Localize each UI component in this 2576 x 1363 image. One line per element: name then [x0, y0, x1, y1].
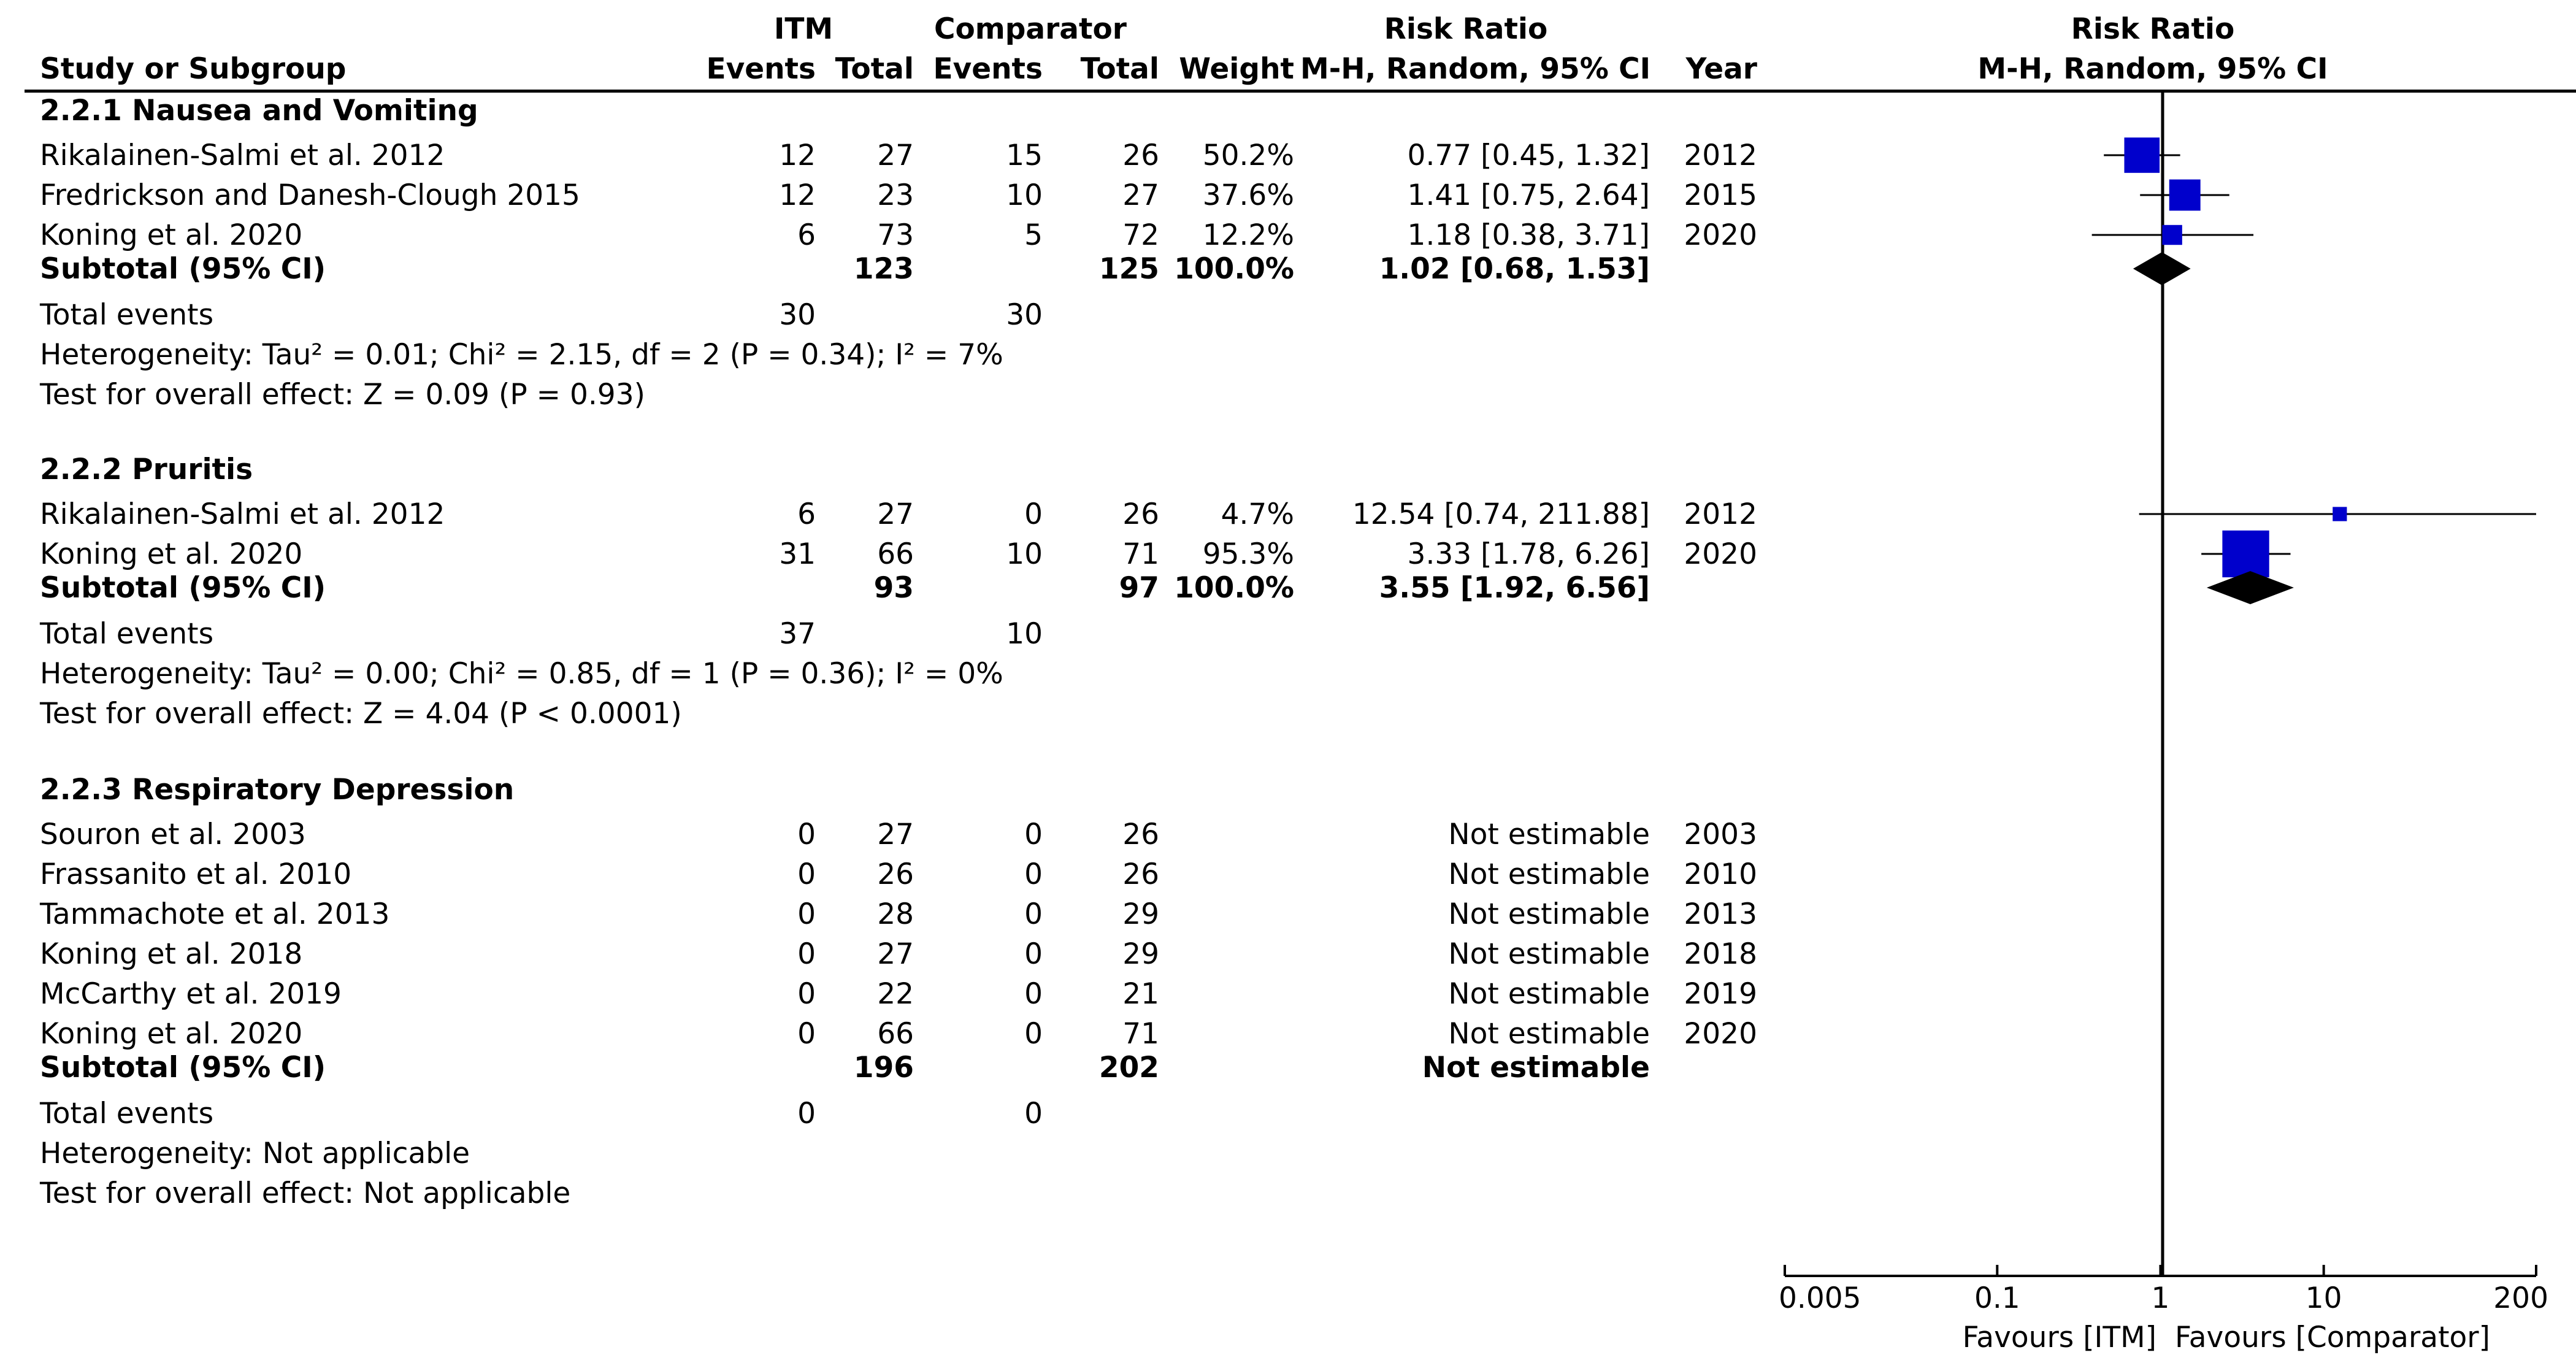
header-comp-total: Total — [1080, 52, 1159, 86]
study-ci: 3.33 [1.78, 6.26] — [1407, 537, 1650, 571]
study-weight: 12.2% — [1202, 218, 1294, 252]
study-name: Rikalainen-Salmi et al. 2012 — [40, 139, 445, 172]
study-weight: 95.3% — [1202, 537, 1294, 571]
header-comp-events: Events — [933, 52, 1043, 86]
study-ci: Not estimable — [1448, 818, 1650, 851]
study-year: 2012 — [1684, 139, 1757, 172]
group-title: 2.2.3 Respiratory Depression — [40, 773, 515, 807]
itm-events: 6 — [797, 497, 816, 531]
total-events-label: Total events — [40, 298, 214, 332]
total-events-comp: 10 — [1006, 617, 1043, 651]
study-ci: Not estimable — [1448, 1017, 1650, 1051]
study-name: Koning et al. 2018 — [40, 937, 303, 971]
header-itm: ITM — [773, 12, 834, 46]
total-events-label: Total events — [40, 1097, 214, 1131]
subtotal-ci: 3.55 [1.92, 6.56] — [1379, 571, 1650, 605]
itm-events: 0 — [797, 937, 816, 971]
subtotal-comp-total: 125 — [1098, 252, 1159, 286]
comp-events: 15 — [1006, 139, 1043, 172]
comp-events: 10 — [1006, 537, 1043, 571]
itm-total: 73 — [877, 218, 914, 252]
itm-total: 27 — [877, 497, 914, 531]
study-ci: Not estimable — [1448, 897, 1650, 931]
comp-total: 21 — [1122, 977, 1159, 1011]
comp-events: 0 — [1024, 937, 1043, 971]
subtotal-weight: 100.0% — [1174, 571, 1294, 605]
heterogeneity: Heterogeneity: Tau² = 0.00; Chi² = 0.85, df = 1 (P = 0.36); I² = 0% — [40, 657, 1003, 691]
comp-total: 26 — [1122, 818, 1159, 851]
overall-effect: Test for overall effect: Not applicable — [40, 1177, 571, 1210]
subtotal-label: Subtotal (95% CI) — [40, 571, 326, 605]
comp-total: 29 — [1122, 937, 1159, 971]
header-comparator: Comparator — [934, 12, 1127, 46]
study-year: 2003 — [1684, 818, 1757, 851]
comp-total: 27 — [1122, 179, 1159, 212]
subtotal-ci: Not estimable — [1422, 1051, 1650, 1085]
study-name: Koning et al. 2020 — [40, 218, 303, 252]
favours-itm-label: Favours [ITM] — [1962, 1321, 2156, 1354]
study-year: 2020 — [1684, 218, 1757, 252]
x-tick-label: 0.1 — [1974, 1281, 2020, 1315]
comp-events: 0 — [1024, 858, 1043, 891]
itm-total: 22 — [877, 977, 914, 1011]
itm-total: 66 — [877, 537, 914, 571]
comp-events: 0 — [1024, 1017, 1043, 1051]
comp-events: 0 — [1024, 897, 1043, 931]
itm-events: 31 — [779, 537, 816, 571]
itm-events: 12 — [779, 179, 816, 212]
header-itm-events: Events — [706, 52, 816, 86]
study-ci: 12.54 [0.74, 211.88] — [1352, 497, 1650, 531]
subtotal-weight: 100.0% — [1174, 252, 1294, 286]
total-events-itm: 0 — [797, 1097, 816, 1131]
study-weight: 4.7% — [1221, 497, 1294, 531]
itm-total: 27 — [877, 818, 914, 851]
comp-total: 26 — [1122, 858, 1159, 891]
study-ci: 1.18 [0.38, 3.71] — [1407, 218, 1650, 252]
subtotal-itm-total: 93 — [873, 571, 914, 605]
itm-total: 66 — [877, 1017, 914, 1051]
total-events-comp: 30 — [1006, 298, 1043, 332]
study-ci: Not estimable — [1448, 858, 1650, 891]
header-study: Study or Subgroup — [40, 52, 347, 86]
comp-total: 26 — [1122, 497, 1159, 531]
study-markers — [2092, 137, 2536, 577]
study-point-estimate — [2333, 507, 2347, 521]
subtotal-label: Subtotal (95% CI) — [40, 1051, 326, 1085]
x-axis-tick-labels — [1779, 1281, 2548, 1315]
subtotal-label: Subtotal (95% CI) — [40, 252, 326, 286]
heterogeneity: Heterogeneity: Tau² = 0.01; Chi² = 2.15, df = 2 (P = 0.34); I² = 7% — [40, 338, 1003, 372]
study-point-estimate — [2222, 531, 2269, 577]
comp-total: 29 — [1122, 897, 1159, 931]
study-year: 2020 — [1684, 1017, 1757, 1051]
study-name: Koning et al. 2020 — [40, 537, 303, 571]
comp-total: 71 — [1122, 537, 1159, 571]
itm-total: 27 — [877, 937, 914, 971]
comp-events: 0 — [1024, 497, 1043, 531]
overall-effect: Test for overall effect: Z = 0.09 (P = 0.93) — [40, 378, 645, 412]
itm-events: 12 — [779, 139, 816, 172]
overall-effect: Test for overall effect: Z = 4.04 (P < 0.0001) — [40, 697, 682, 731]
study-year: 2015 — [1684, 179, 1757, 212]
x-axis-ticks — [1785, 1265, 2536, 1276]
header-method: M-H, Random, 95% CI — [1300, 52, 1651, 86]
study-name: Fredrickson and Danesh-Clough 2015 — [40, 179, 580, 212]
study-ci: Not estimable — [1448, 977, 1650, 1011]
x-tick-label: 0.005 — [1779, 1281, 1861, 1315]
x-tick-label: 1 — [2151, 1281, 2170, 1315]
subtotal-itm-total: 196 — [853, 1051, 914, 1085]
comp-total: 72 — [1122, 218, 1159, 252]
header-weight: Weight — [1179, 52, 1294, 86]
study-year: 2010 — [1684, 858, 1757, 891]
study-year: 2018 — [1684, 937, 1757, 971]
subtotal-comp-total: 202 — [1098, 1051, 1159, 1085]
itm-events: 0 — [797, 977, 816, 1011]
plot-header-title: Risk Ratio — [2071, 12, 2235, 46]
itm-total: 23 — [877, 179, 914, 212]
itm-events: 0 — [797, 858, 816, 891]
comp-total: 26 — [1122, 139, 1159, 172]
group-title: 2.2.1 Nausea and Vomiting — [40, 94, 478, 128]
comp-events: 0 — [1024, 977, 1043, 1011]
study-name: Frassanito et al. 2010 — [40, 858, 352, 891]
itm-events: 6 — [797, 218, 816, 252]
study-name: Koning et al. 2020 — [40, 1017, 303, 1051]
heterogeneity: Heterogeneity: Not applicable — [40, 1137, 470, 1170]
itm-total: 27 — [877, 139, 914, 172]
subtotal-itm-total: 123 — [853, 252, 914, 286]
study-ci: 1.41 [0.75, 2.64] — [1407, 179, 1650, 212]
study-weight: 50.2% — [1202, 139, 1294, 172]
study-point-estimate — [2124, 137, 2160, 173]
comp-events: 5 — [1024, 218, 1043, 252]
itm-total: 28 — [877, 897, 914, 931]
comp-events: 10 — [1006, 179, 1043, 212]
header-risk-ratio: Risk Ratio — [1384, 12, 1548, 46]
study-ci: Not estimable — [1448, 937, 1650, 971]
total-events-comp: 0 — [1024, 1097, 1043, 1131]
study-year: 2020 — [1684, 537, 1757, 571]
itm-events: 0 — [797, 897, 816, 931]
total-events-label: Total events — [40, 617, 214, 651]
x-tick-label: 10 — [2305, 1281, 2342, 1315]
favours-comparator-label: Favours [Comparator] — [2175, 1321, 2490, 1354]
x-tick-label: 200 — [2493, 1281, 2548, 1315]
header-year: Year — [1685, 52, 1757, 86]
itm-events: 0 — [797, 818, 816, 851]
group-title: 2.2.2 Pruritis — [40, 453, 253, 486]
comp-events: 0 — [1024, 818, 1043, 851]
subtotal-comp-total: 97 — [1119, 571, 1159, 605]
subtotal-ci: 1.02 [0.68, 1.53] — [1379, 252, 1650, 286]
total-events-itm: 37 — [779, 617, 816, 651]
study-weight: 37.6% — [1202, 179, 1294, 212]
study-year: 2019 — [1684, 977, 1757, 1011]
itm-events: 0 — [797, 1017, 816, 1051]
study-year: 2012 — [1684, 497, 1757, 531]
subtotal-diamond — [2207, 571, 2294, 604]
study-name: McCarthy et al. 2019 — [40, 977, 342, 1011]
study-name: Rikalainen-Salmi et al. 2012 — [40, 497, 445, 531]
study-name: Souron et al. 2003 — [40, 818, 306, 851]
study-name: Tammachote et al. 2013 — [40, 897, 390, 931]
study-point-estimate — [2169, 180, 2201, 211]
itm-total: 26 — [877, 858, 914, 891]
comp-total: 71 — [1122, 1017, 1159, 1051]
subtotal-diamonds — [2133, 252, 2294, 604]
study-point-estimate — [2162, 225, 2182, 245]
subtotal-diamond — [2133, 252, 2191, 285]
study-year: 2013 — [1684, 897, 1757, 931]
total-events-itm: 30 — [779, 298, 816, 332]
header-itm-total: Total — [835, 52, 914, 86]
plot-header-method: M-H, Random, 95% CI — [1977, 52, 2328, 86]
study-ci: 0.77 [0.45, 1.32] — [1407, 139, 1650, 172]
